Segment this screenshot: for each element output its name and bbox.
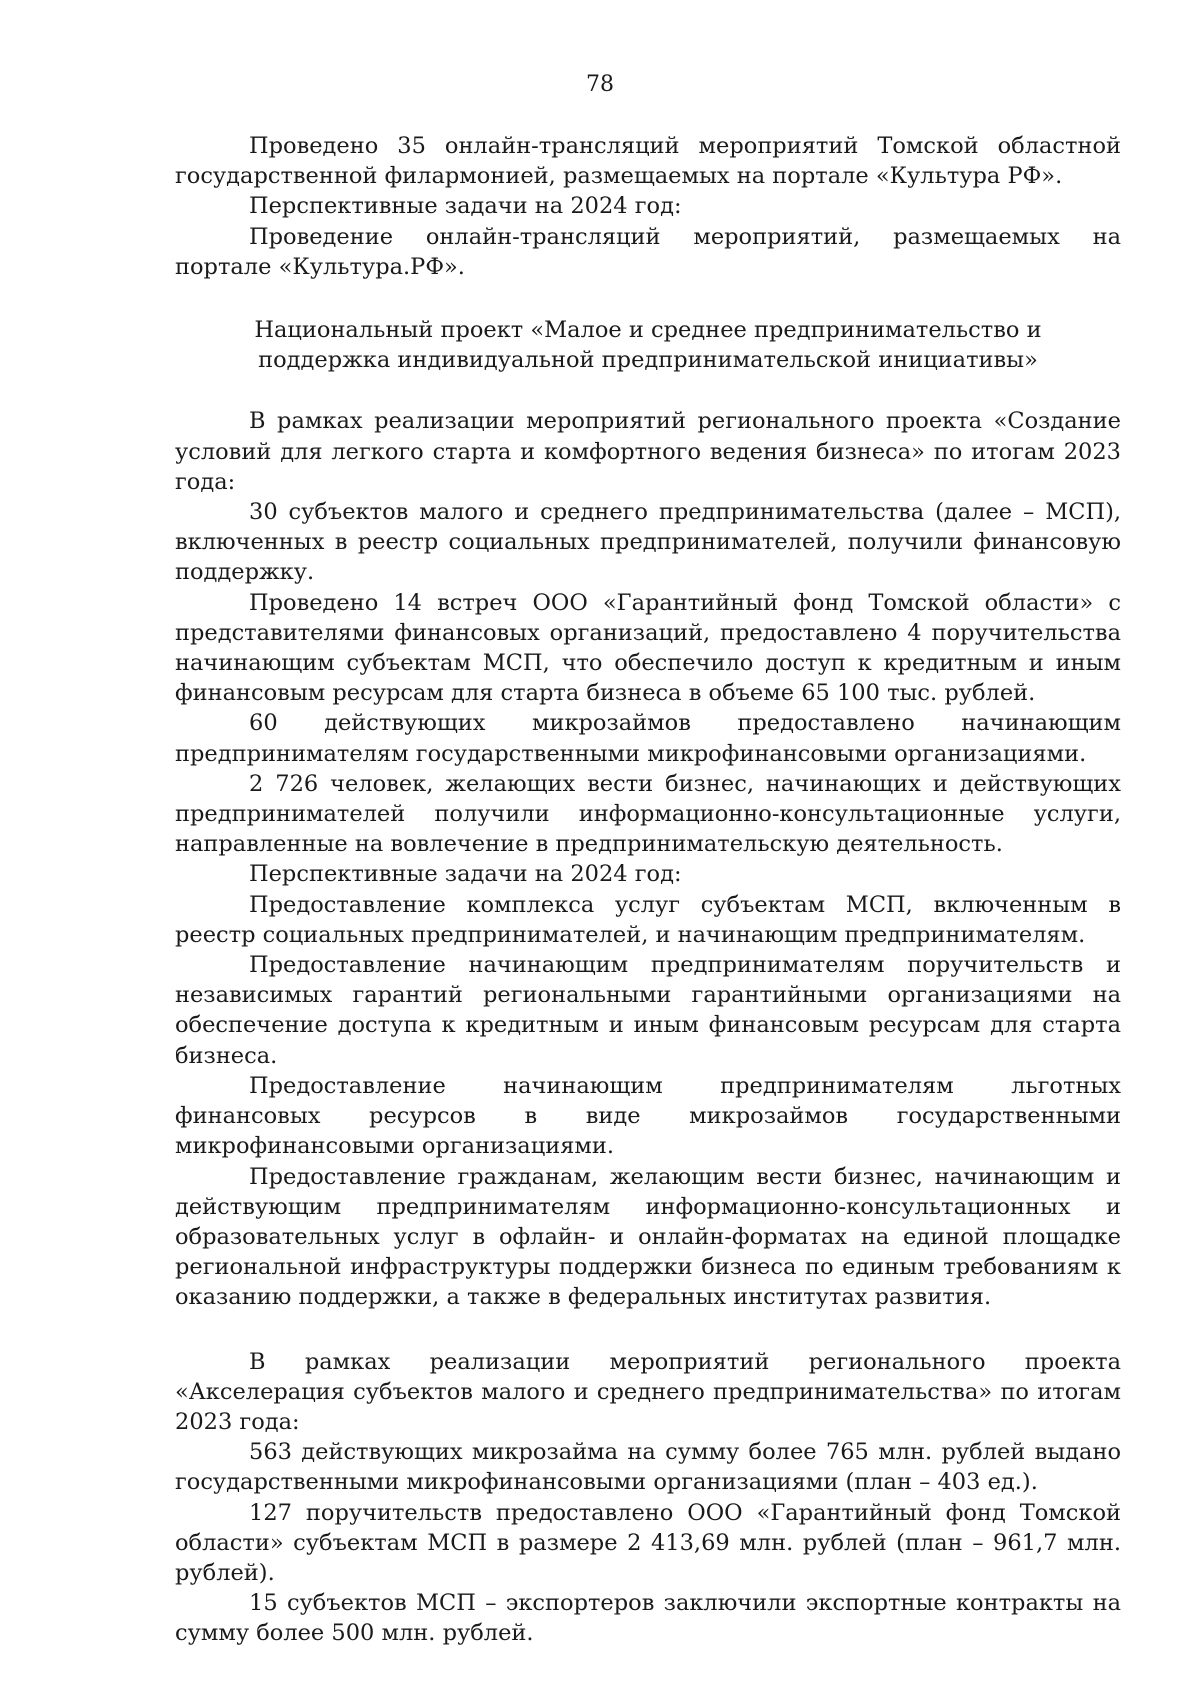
paragraph-task-services: Предоставление комплекса услуг субъектам МСП, включенным в реестр социальных предпринимателей, и начинающим предпринимателям. — [175, 891, 1121, 948]
paragraph-guarantees-issued: 127 поручительств предоставлено ООО «Гарантийный фонд Томской области» субъектам МСП в размере 2 413,69 млн. рублей (план – 961,7 млн. рублей). — [175, 1499, 1121, 1586]
document-body — [175, 131, 1121, 1649]
spacer — [175, 1313, 1121, 1347]
paragraph-guarantee-fund-meetings: Проведено 14 встреч ООО «Гарантийный фонд Томской области» с представителями финансовых организаций, предоставлено 4 поручительства начинающим субъектам МСП, что обеспечило доступ к кредитным и иным финансовым ресурсам для старта бизнеса в объеме 65 100 тыс. рублей. — [175, 589, 1121, 707]
page-number: 78 — [586, 72, 614, 97]
spacer — [175, 375, 1121, 406]
paragraph-task-consulting: Предоставление гражданам, желающим вести бизнес, начинающим и действующим предпринимателям информационно-консультационных и образовательных услуг в офлайн- и онлайн-форматах на единой площадке региональной инфраструктуры поддержки бизнеса по единым требованиям к оказанию поддержки, а также в федеральных институтах развития. — [175, 1163, 1121, 1311]
paragraph-consulting-services: 2 726 человек, желающих вести бизнес, начинающих и действующих предпринимателей получили информационно-консультационные услуги, направленные на вовлечение в предпринимательскую деятельность. — [175, 770, 1121, 858]
paragraph-social-entrepreneurs: 30 субъектов малого и среднего предпринимательства (далее – МСП), включенных в реестр социальных предпринимателей, получили финансовую поддержку. — [175, 499, 1121, 586]
paragraph-microloans: 60 действующих микрозаймов предоставлено начинающим предпринимателям государственными микрофинансовыми организациями. — [175, 710, 1121, 767]
paragraph-regional-project-intro: В рамках реализации мероприятий регионального проекта «Создание условий для легкого старта и комфортного ведения бизнеса» по итогам 2023 года: — [175, 408, 1121, 495]
section-heading: Национальный проект «Малое и среднее предпринимательство и поддержка индивидуальной предпринимательской инициативы» — [254, 317, 1042, 374]
paragraph-acceleration-intro: В рамках реализации мероприятий регионального проекта «Акселерация субъектов малого и среднего предпринимательства» по итогам 2023 года: — [175, 1348, 1121, 1435]
paragraph-task-microloans: Предоставление начинающим предпринимателям льготных финансовых ресурсов в виде микрозаймов государственными микрофинансовыми организациями. — [175, 1072, 1121, 1160]
paragraph-future-tasks-heading: Перспективные задачи на 2024 год: — [249, 861, 682, 888]
paragraph-online-broadcasts: Проведено 35 онлайн-трансляций мероприятий Томской областной государственной филармонией, размещаемых на портале «Культура РФ». — [175, 133, 1121, 190]
paragraph-future-tasks-heading: Перспективные задачи на 2024 год: — [249, 193, 682, 220]
paragraph-exporters: 15 субъектов МСП – экспортеров заключили экспортные контракты на сумму более 500 млн. рублей. — [175, 1590, 1121, 1647]
paragraph-microloans-issued: 563 действующих микрозайма на сумму более 765 млн. рублей выдано государственными микрофинансовыми организациями (план – 403 ед.). — [175, 1439, 1121, 1496]
spacer — [175, 282, 1121, 315]
paragraph-task-guarantees: Предоставление начинающим предпринимателям поручительств и независимых гарантий региональными гарантийными организациями на обеспечение доступа к кредитным и иным финансовым ресурсам для старта бизнеса. — [175, 952, 1121, 1069]
paragraph-online-broadcasts-task: Проведение онлайн-трансляций мероприятий, размещаемых на портале «Культура.РФ». — [175, 223, 1121, 280]
